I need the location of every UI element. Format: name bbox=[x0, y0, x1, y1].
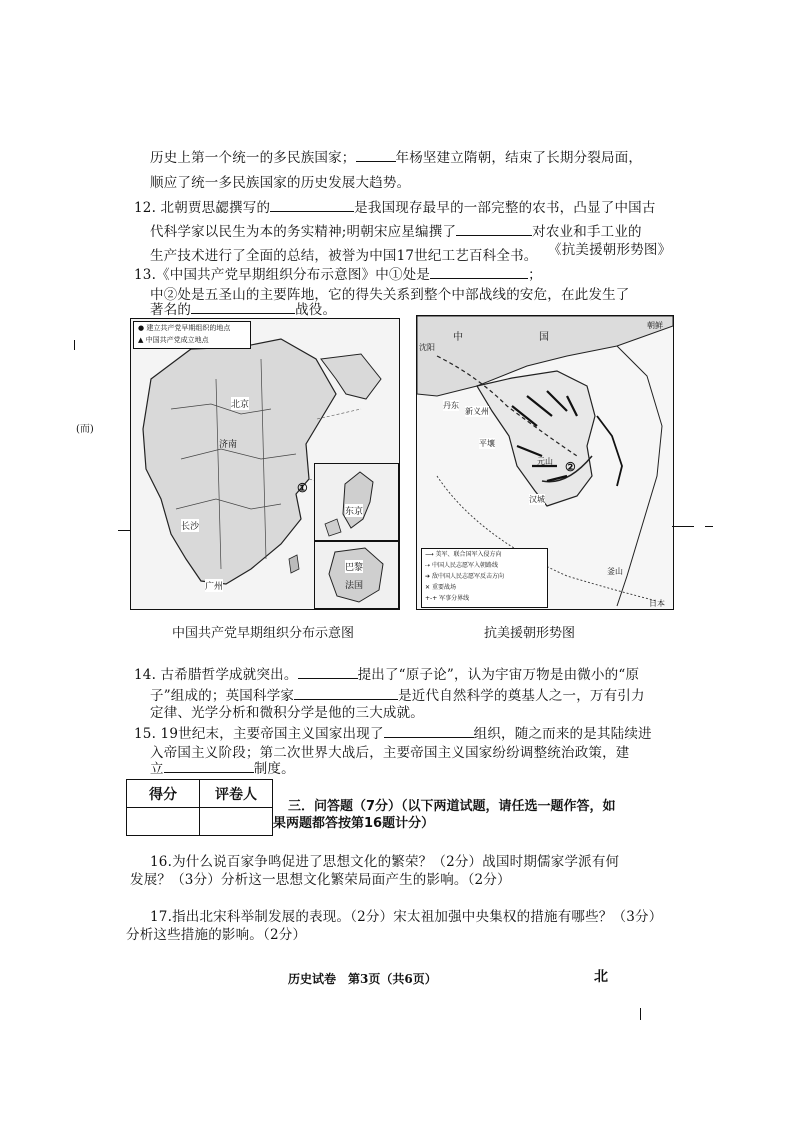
q15-text-b: 组织，随之而来的是其陆续进 bbox=[473, 726, 652, 742]
map1-legend bbox=[133, 321, 251, 349]
q11-line2: 顺应了统一多民族国家的历史发展大趋势。 bbox=[150, 175, 411, 191]
map1-inset-japan bbox=[314, 463, 399, 541]
map1-label-paris: 巴黎 bbox=[345, 560, 363, 573]
arrow-icon: ⟶ bbox=[425, 551, 434, 558]
footer-scribble-mark bbox=[640, 1008, 641, 1020]
q13-line2: 中②处是五圣山的主要阵地，它的得失关系到整个中部战线的安危，在此发生了 bbox=[150, 287, 630, 303]
score-table bbox=[126, 779, 273, 836]
map1-label-jinan: 济南 bbox=[219, 440, 238, 450]
q13-blank-1[interactable] bbox=[430, 266, 528, 279]
q15-text-d: 制度。 bbox=[253, 761, 295, 777]
map2-label-shenyang: 沈阳 bbox=[419, 343, 435, 352]
map2-label-guo: 国 bbox=[539, 332, 549, 343]
q11-blank-year[interactable] bbox=[356, 149, 396, 162]
q12-text-c: 代科学家以民生为本的务实精神;明朝宋应星编撰了 bbox=[150, 224, 457, 240]
map2-label-xinyizhou: 新义州 bbox=[465, 407, 489, 416]
map2-label-busan: 釜山 bbox=[607, 567, 623, 576]
q15-text-c: 立 bbox=[150, 761, 164, 777]
map2-legend bbox=[421, 548, 548, 608]
q14-blank-1[interactable] bbox=[298, 666, 358, 679]
grader-cell[interactable] bbox=[200, 808, 273, 836]
map2-label-japan: 日本 bbox=[649, 599, 665, 608]
map2-label-wonsan: 元山 bbox=[537, 457, 553, 466]
q15-line2: 入帝国主义阶段；第二次世界大战后，主要帝国主义国家纷纷调整统治政策，建 bbox=[150, 745, 630, 761]
q11-text-b: 年杨坚建立隋朝，结束了长期分裂局面， bbox=[395, 150, 643, 166]
section3-title-line2: 果两题都答按第16题计分） bbox=[273, 816, 435, 831]
score-table-input-row bbox=[127, 808, 273, 836]
score-label: 得分 bbox=[127, 780, 200, 808]
map1-inset-japan-graphic bbox=[315, 464, 398, 540]
map-early-cpc-organizations bbox=[130, 318, 400, 610]
q12-line2 bbox=[150, 220, 642, 240]
q13-text-d: 战役。 bbox=[295, 302, 337, 318]
dashed-arrow-icon: ⇢ bbox=[425, 562, 431, 569]
side-tick bbox=[74, 340, 75, 350]
grader-label: 评卷人 bbox=[200, 780, 273, 808]
q12-text-a: 12. 北朝贾思勰撰写的 bbox=[134, 200, 271, 216]
map2-label-pyongyang: 平壤 bbox=[479, 439, 495, 448]
map2-label-korea: 朝鲜 bbox=[647, 321, 663, 330]
q11-line1 bbox=[150, 146, 642, 166]
map1-label-beijing: 北京 bbox=[231, 397, 249, 410]
q12-text-b: 是我国现存最早的一部完整的农书，凸显了中国古 bbox=[354, 200, 656, 216]
q13-blank-2[interactable] bbox=[191, 301, 295, 314]
q15-line1 bbox=[134, 722, 652, 742]
q12-line3 bbox=[150, 244, 537, 264]
map2-legend-item-1: ⟶ 美军、联合国军入侵方向 bbox=[425, 551, 502, 558]
crop-mark-far-right bbox=[705, 526, 713, 527]
q16-line1: 16.为什么说百家争鸣促进了思想文化的繁荣？（2分）战国时期儒家学派有何 bbox=[150, 854, 620, 870]
q13-line1 bbox=[134, 263, 542, 283]
q15-blank-1[interactable] bbox=[384, 725, 474, 738]
crop-mark-left bbox=[118, 530, 130, 531]
map1-legend-item-1: ● 建立共产党早期组织的地点 bbox=[138, 324, 231, 332]
q15-blank-2[interactable] bbox=[164, 760, 254, 773]
map1-inset-france-graphic bbox=[315, 542, 398, 608]
map2-legend-item-5: +-+ 军事分界线 bbox=[425, 595, 470, 602]
flag-icon: ▲ bbox=[138, 336, 144, 344]
map2-legend-item-4: ✕ 重要战场 bbox=[425, 584, 456, 591]
footer-scribble: 北 bbox=[594, 969, 608, 985]
score-cell[interactable] bbox=[127, 808, 200, 836]
q14-blank-2[interactable] bbox=[294, 687, 398, 700]
section3-title-line1: 三．问答题（7分）（以下两道试题，请任选一题作答，如 bbox=[288, 799, 616, 814]
map1-legend-item-2: ▲ 中国共产党成立地点 bbox=[138, 336, 209, 344]
q14-text-d: 是近代自然科学的奠基人之一，万有引力 bbox=[398, 688, 645, 704]
side-mark: (而) bbox=[76, 424, 94, 435]
map1-inset-france bbox=[314, 541, 399, 609]
q12-line3-tail: 《抗美援朝形势图》 bbox=[548, 242, 672, 258]
q14-line1 bbox=[134, 663, 639, 683]
map2-label-seoul: 汉城 bbox=[529, 495, 545, 504]
q15-text-a: 15. 19世纪末，主要帝国主义国家出现了 bbox=[134, 726, 384, 742]
map2-legend-item-3: ➔ 敌中国人民志愿军反击方向 bbox=[425, 573, 504, 580]
score-table-header-row bbox=[127, 780, 273, 808]
q14-text-c: 子”组成的；英国科学家 bbox=[150, 688, 295, 704]
map2-label-dandong: 丹东 bbox=[443, 401, 459, 410]
map1-label-marker-1: ① bbox=[297, 481, 308, 495]
page-footer: 历史试卷 第3页（共6页） bbox=[288, 972, 437, 986]
map1-label-guangzhou: 广州 bbox=[205, 579, 223, 592]
map2-label-marker-2: ② bbox=[565, 460, 576, 474]
q15-line3 bbox=[150, 757, 295, 777]
q12-blank-1[interactable] bbox=[270, 199, 354, 212]
q11-text-a: 历史上第一个统一的多民族国家； bbox=[150, 150, 356, 166]
q16-line2: 发展？（3分）分析这一思想文化繁荣局面产生的影响。（2分） bbox=[130, 872, 511, 888]
q13-text-b: ； bbox=[528, 267, 542, 283]
map1-caption: 中国共产党早期组织分布示意图 bbox=[172, 626, 355, 641]
map2-legend-item-2: ⇢ 中国人民志愿军入朝路线 bbox=[425, 562, 498, 569]
map1-label-changsha: 长沙 bbox=[181, 519, 199, 532]
q17-line1: 17.指出北宋科举制发展的表现。（2分）宋太祖加强中央集权的措施有哪些？（3分） bbox=[150, 909, 663, 925]
q13-text-c: 著名的 bbox=[150, 302, 192, 318]
boundary-line-icon: +-+ bbox=[425, 595, 438, 602]
map2-caption: 抗美援朝形势图 bbox=[484, 626, 576, 641]
q12-blank-2[interactable] bbox=[456, 223, 532, 236]
q13-line3 bbox=[150, 298, 336, 318]
q14-text-b: 提出了“原子论”，认为宇宙万物是由微小的“原 bbox=[357, 667, 640, 683]
battle-icon: ✕ bbox=[425, 584, 431, 591]
map2-label-zhong: 中 bbox=[453, 332, 463, 343]
q17-line2: 分析这些措施的影响。（2分） bbox=[126, 927, 307, 943]
map-korean-war-situation bbox=[416, 315, 674, 610]
crop-mark-right bbox=[672, 526, 694, 527]
q12-text-e: 生产技术进行了全面的总结，被誉为中国17世纪工艺百科全书。 bbox=[150, 248, 538, 264]
q14-line3: 定律、光学分析和微积分学是他的三大成就。 bbox=[150, 705, 424, 721]
black-dot-icon: ● bbox=[138, 324, 145, 332]
map1-label-tokyo: 东京 bbox=[345, 504, 363, 517]
q14-text-a: 14. 古希腊哲学成就突出。 bbox=[134, 667, 298, 683]
bold-arrow-icon: ➔ bbox=[425, 573, 431, 580]
q13-text-a: 13.《中国共产党早期组织分布示意图》中①处是 bbox=[134, 267, 431, 283]
map1-label-france: 法国 bbox=[345, 581, 364, 591]
q12-line1 bbox=[134, 196, 656, 216]
q12-text-d: 对农业和手工业的 bbox=[532, 224, 642, 240]
